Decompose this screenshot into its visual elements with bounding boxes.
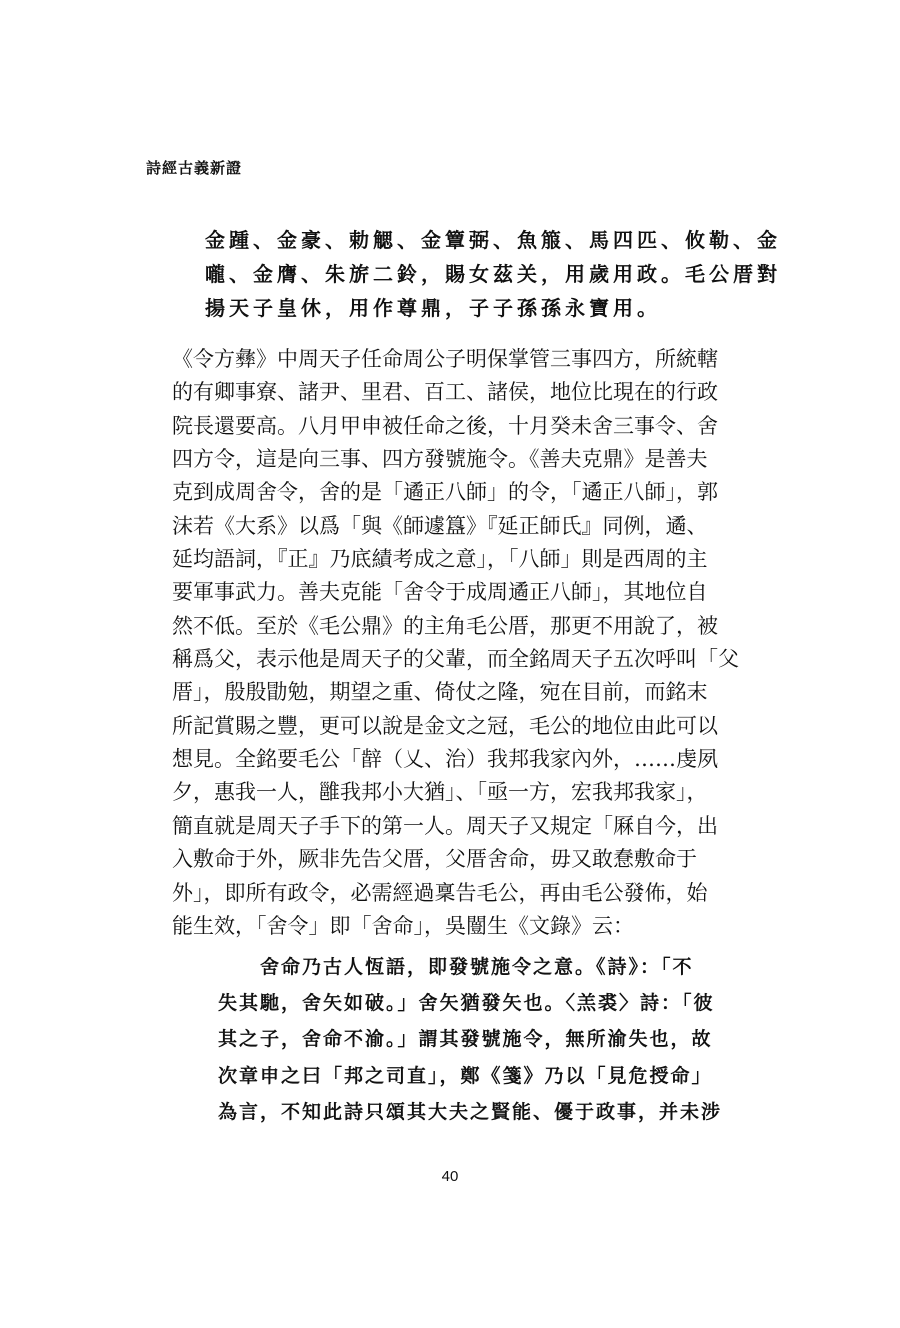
body-line: 入敷命于外，厥非先告父厝，父厝舍命，毋又敢惷敷命于: [172, 847, 697, 872]
body-line: 外」，即所有政令，必需經過稟告毛公，再由毛公發佈，始: [172, 880, 708, 905]
body-line: 延均語詞，『正』乃底績考成之意」，「八師」則是西周的主: [172, 547, 708, 572]
bottom-quote: [218, 949, 768, 1130]
top-quote-line: 嚨、金膺、朱旂二鈴，賜女茲关，用歲用政。毛公厝對: [205, 262, 781, 286]
bottom-quote-line: 舍命乃古人恆語，即發號施令之意。《詩》：「不: [260, 956, 694, 978]
body-line: 《令方彝》中周天子任命周公子明保掌管三事四方，所統轄: [172, 347, 718, 371]
top-quote-line: 揚天子皇休，用作尊鼎，子子孫孫永寶用。: [205, 296, 661, 320]
bottom-quote-line: 失其馳，舍矢如破。」舍矢猶發矢也。〈羔裘〉詩：「彼: [218, 992, 715, 1015]
body-line: 沫若《大系》以爲「與《師遽簋》『延正師氏』同例，遹、: [172, 513, 708, 538]
body-line: 厝」，殷殷勖勉，期望之重、倚仗之隆，宛在目前，而銘末: [172, 680, 708, 705]
body-paragraph: [172, 343, 772, 943]
body-line: 院長還要高。八月甲申被任命之後，十月癸未舍三事令、舍: [172, 413, 718, 438]
body-line: 要軍事武力。善夫克能「舍令于成周遹正八師」，其地位自: [172, 580, 708, 605]
body-line: 所記賞賜之豐，更可以說是金文之冠，毛公的地位由此可以: [172, 713, 718, 738]
body-line: 四方令，這是向三事、四方發號施令。《善夫克鼎》是善夫: [172, 447, 708, 472]
top-quote-line: 金踵、金豪、勅䚡、金簟弼、魚箙、馬四匹、攸勒、金: [205, 228, 781, 252]
body-line: 克到成周舍令，舍的是「遹正八師」的令，「遹正八師」，郭: [172, 480, 718, 505]
top-quote: [205, 223, 781, 325]
bottom-quote-line: 其之子，舍命不渝。」謂其發號施令，無所渝失也，故: [218, 1028, 713, 1051]
bottom-quote-line: 為言，不知此詩只頌其大夫之賢能、優于政事，并未涉: [218, 1100, 723, 1123]
body-line: 稱爲父，表示他是周天子的父輩，而全銘周天子五次呼叫「父: [172, 647, 739, 672]
body-line: 想見。全銘要毛公「辪（乂、治）我邦我家內外，……虔夙: [172, 747, 718, 772]
body-line: 簡直就是周天子手下的第一人。周天子又規定「厤自今，出: [172, 813, 718, 838]
body-line: 能生效，「舍令」即「舍命」，吳闓生《文錄》云：: [172, 913, 634, 938]
body-line: 夕，惠我一人，雝我邦小大猶」、「亟一方，宏我邦我家」，: [172, 780, 708, 805]
running-header: 詩經古義新證: [146, 159, 243, 177]
bottom-quote-line: 次章申之曰「邦之司直」，鄭《箋》乃以「見危授命」: [218, 1064, 713, 1087]
body-line: 的有卿事寮、諸尹、里君、百工、諸侯，地位比現在的行政: [172, 380, 718, 405]
page-number: 40: [441, 1168, 459, 1185]
body-line: 然不低。至於《毛公鼎》的主角毛公厝，那更不用說了，被: [172, 613, 718, 638]
